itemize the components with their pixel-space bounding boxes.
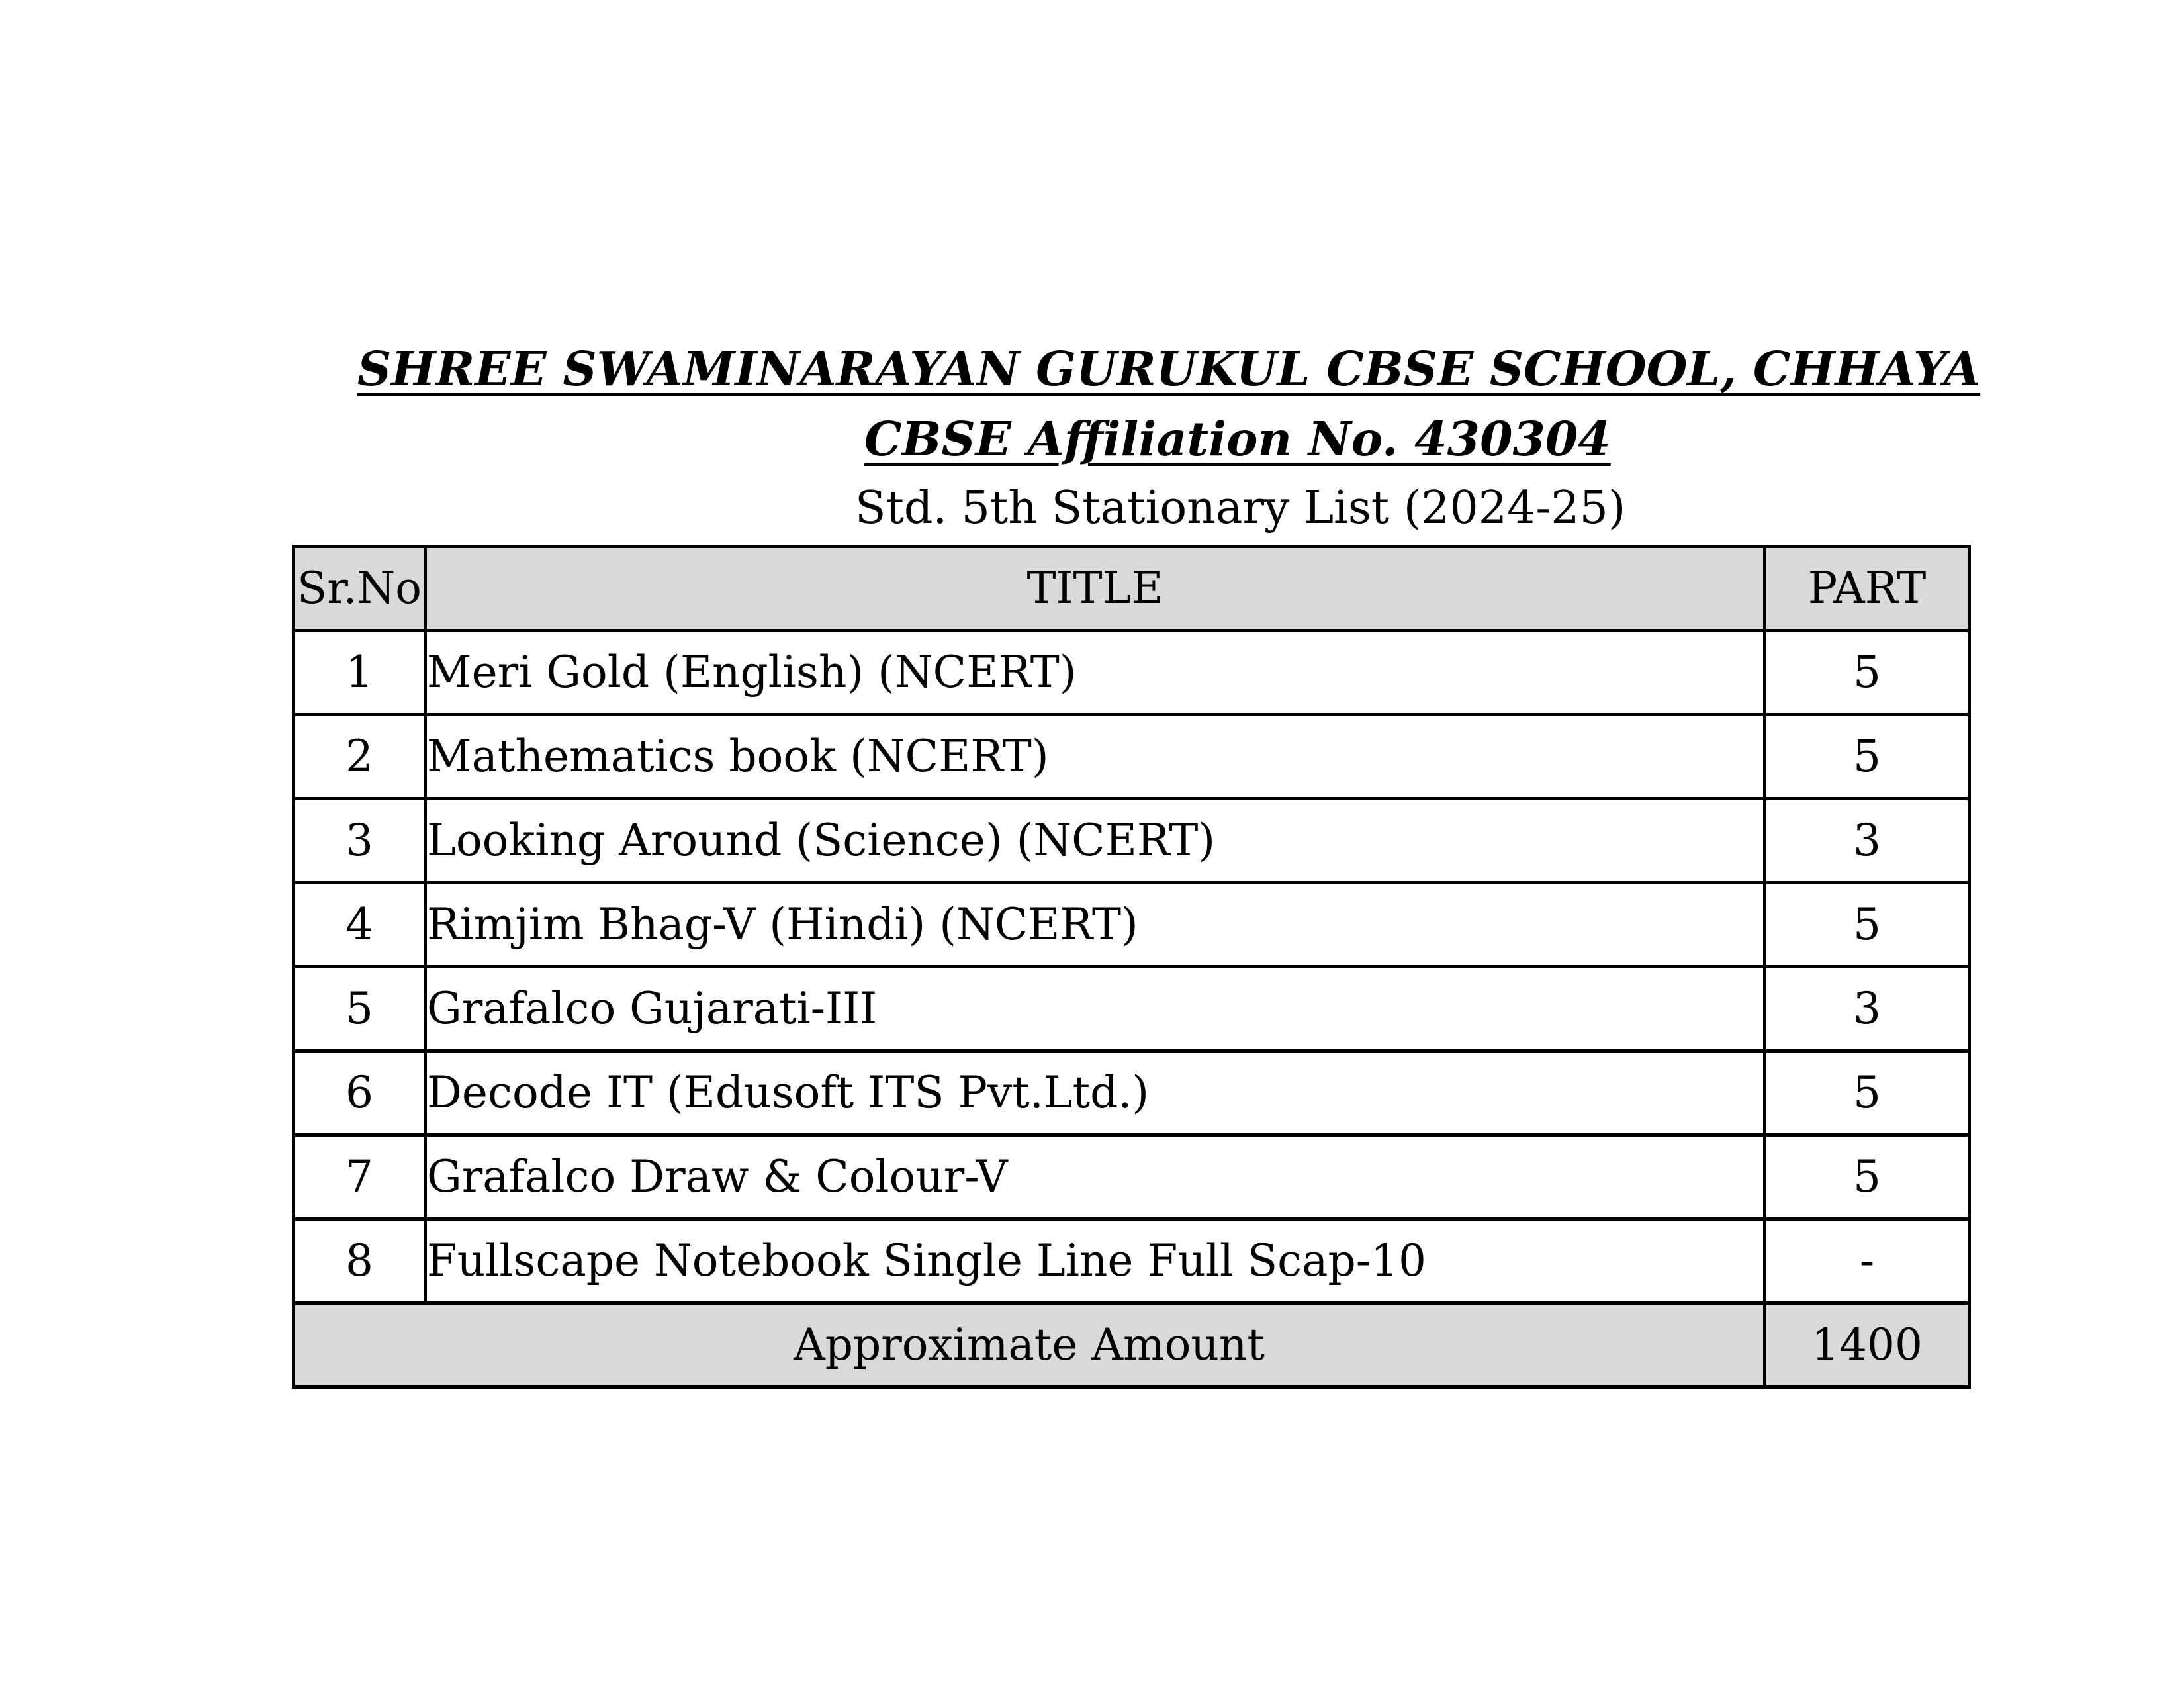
stationery-table [292, 545, 1971, 1389]
affiliation-number: CBSE Affiliation No. 430304 [864, 411, 1611, 467]
row-title: Grafalco Gujarati-III [426, 967, 1765, 1051]
school-name: SHREE SWAMINARAYAN GURUKUL CBSE SCHOOL, CHHAYA [357, 341, 1981, 397]
row-title: Grafalco Draw & Colour-V [426, 1135, 1765, 1219]
table-row [294, 631, 1970, 715]
row-sr-no: 8 [294, 1219, 426, 1303]
row-sr-no: 3 [294, 799, 426, 883]
column-header-title: TITLE [426, 547, 1765, 631]
row-title: Mathematics book (NCERT) [426, 715, 1765, 799]
row-part: 5 [1765, 1135, 1970, 1219]
total-amount: 1400 [1765, 1303, 1970, 1387]
table-row [294, 883, 1970, 967]
row-title: Looking Around (Science) (NCERT) [426, 799, 1765, 883]
row-part: 5 [1765, 1051, 1970, 1135]
row-part: 5 [1765, 883, 1970, 967]
table-header-row [294, 547, 1970, 631]
column-header-part: PART [1765, 547, 1970, 631]
column-header-sr-no: Sr.No [294, 547, 426, 631]
row-title: Meri Gold (English) (NCERT) [426, 631, 1765, 715]
row-part: 3 [1765, 799, 1970, 883]
table-row [294, 1219, 1970, 1303]
table-row [294, 967, 1970, 1051]
row-sr-no: 7 [294, 1135, 426, 1219]
row-part: - [1765, 1219, 1970, 1303]
row-sr-no: 1 [294, 631, 426, 715]
table-row [294, 1135, 1970, 1219]
row-part: 5 [1765, 715, 1970, 799]
total-row [294, 1303, 1970, 1387]
row-sr-no: 2 [294, 715, 426, 799]
total-label: Approximate Amount [294, 1303, 1765, 1387]
table-row [294, 1051, 1970, 1135]
row-sr-no: 6 [294, 1051, 426, 1135]
row-part: 3 [1765, 967, 1970, 1051]
row-sr-no: 5 [294, 967, 426, 1051]
row-part: 5 [1765, 631, 1970, 715]
row-title: Decode IT (Edusoft ITS Pvt.Ltd.) [426, 1051, 1765, 1135]
row-title: Fullscape Notebook Single Line Full Scap-10 [426, 1219, 1765, 1303]
table-row [294, 715, 1970, 799]
list-title: Std. 5th Stationary List (2024-25) [855, 482, 1626, 534]
table-row [294, 799, 1970, 883]
row-title: Rimjim Bhag-V (Hindi) (NCERT) [426, 883, 1765, 967]
row-sr-no: 4 [294, 883, 426, 967]
